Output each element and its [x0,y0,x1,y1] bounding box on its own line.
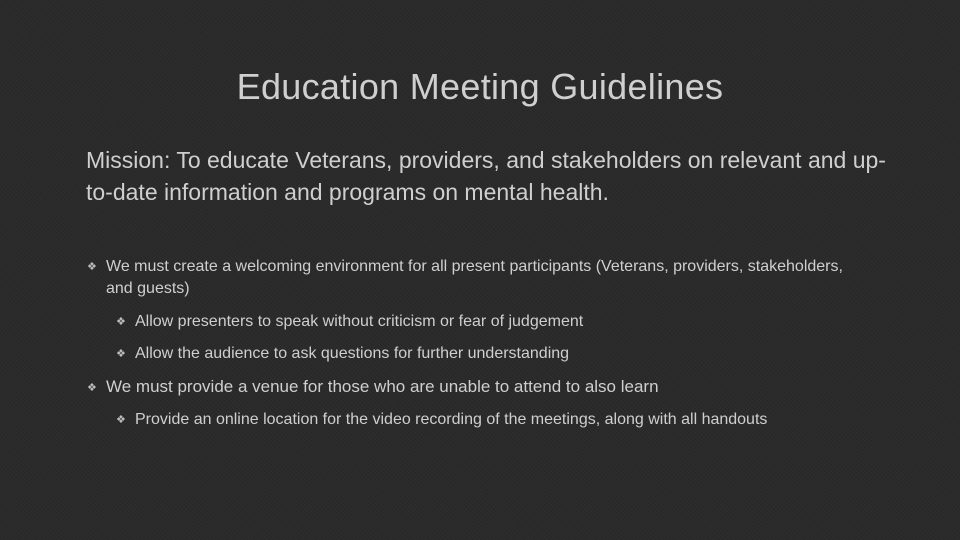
diamond-bullet-icon: ❖ [87,382,97,394]
mission-statement: Mission: To educate Veterans, providers, and stakeholders on relevant and up-to-date information and programs on mental health. [86,147,886,205]
sub-bullet-online-location: Provide an online location for the video recording of the meetings, along with all handouts [135,411,768,428]
slide-title: Education Meeting Guidelines [236,66,724,107]
sub-bullet-audience: Allow the audience to ask questions for further understanding [135,345,570,362]
sub-bullet-presenters: Allow presenters to speak without criticism or fear of judgement [135,313,584,330]
bullet-venue: We must provide a venue for those who are unable to attend to also learn [106,377,659,396]
diamond-bullet-icon: ❖ [116,348,126,360]
diamond-bullet-icon: ❖ [116,414,126,426]
diamond-bullet-icon: ❖ [116,316,126,328]
bullet-welcoming-environment: We must create a welcoming environment for all present participants (Veterans, providers, stakeholders, and guests) [106,258,843,297]
diamond-bullet-icon: ❖ [87,261,97,273]
